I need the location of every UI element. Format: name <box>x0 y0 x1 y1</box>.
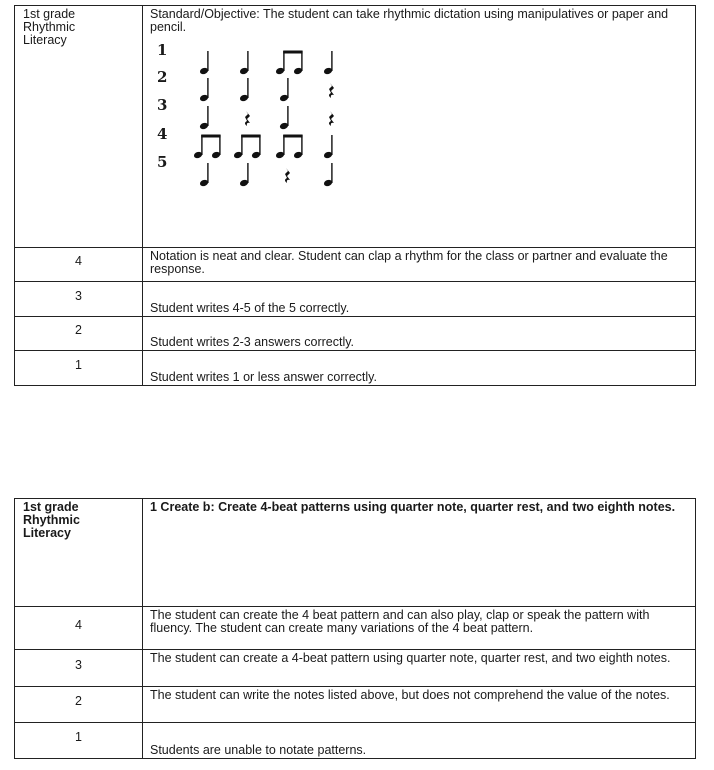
rhythm-number: 3 <box>157 96 168 114</box>
criteria-cell: Student writes 2-3 answers correctly. <box>143 317 696 351</box>
score-cell <box>15 650 143 687</box>
category-line: Rhythmic <box>23 20 76 34</box>
category-line: Rhythmic <box>23 513 80 527</box>
rhythm-pattern-3 <box>150 96 350 127</box>
quarter-icon <box>238 160 278 188</box>
category-line: Literacy <box>23 33 67 47</box>
criteria-cell: The student can create a 4-beat pattern using quarter note, quarter rest, and two eighth notes. <box>143 650 696 687</box>
objective-cell <box>143 6 696 248</box>
score-cell <box>15 317 143 351</box>
score-value: 1 <box>75 730 82 744</box>
criteria-cell: Student writes 4-5 of the 5 correctly. <box>143 282 696 317</box>
rhythm-number: 5 <box>157 153 168 171</box>
score-value: 1 <box>75 357 82 372</box>
criteria-cell: The student can write the notes listed above, but does not comprehend the value of the notes. <box>143 687 696 723</box>
score-value: 2 <box>75 323 82 337</box>
objective-text: Standard/Objective: The student can take rhythmic dictation using manipulatives or paper and pencil. <box>150 7 669 34</box>
score-cell <box>15 248 143 282</box>
rhythm-pattern-4 <box>150 125 350 156</box>
category-line: Literacy <box>23 526 71 540</box>
score-value: 3 <box>75 657 82 672</box>
score-value: 2 <box>75 694 82 708</box>
rhythm-pattern-1 <box>150 41 350 72</box>
score-cell <box>15 607 143 650</box>
rhythm-number: 4 <box>157 125 168 143</box>
rubric-table-create-patterns <box>14 498 696 759</box>
criteria-cell: The student can create the 4 beat pattern and can also play, clap or speak the pattern with fluency. The student can create many variations of the 4 beat pattern. <box>143 607 696 650</box>
score-cell <box>15 351 143 386</box>
quarter-icon <box>198 103 238 131</box>
rhythm-number: 2 <box>157 68 168 86</box>
rubric-table-rhythmic-dictation <box>14 5 696 386</box>
objective-cell: 1 Create b: Create 4-beat patterns using quarter note, quarter rest, and two eighth notes. <box>143 499 696 607</box>
score-value: 4 <box>75 617 82 632</box>
rhythm-pattern-5 <box>150 153 350 184</box>
score-cell <box>15 687 143 723</box>
category-cell <box>15 6 143 248</box>
quarter-rest-icon <box>322 103 362 131</box>
category-line: 1st grade <box>23 7 76 21</box>
category-line: 1st grade <box>23 500 79 514</box>
quarter-icon <box>322 160 362 188</box>
quarter-rest-icon <box>238 103 278 131</box>
criteria-cell: Notation is neat and clear. Student can clap a rhythm for the class or partner and evaluate the response. <box>143 248 696 282</box>
quarter-icon <box>278 103 318 131</box>
rhythm-dictation-examples <box>150 34 695 224</box>
score-value: 3 <box>75 288 82 303</box>
category-cell <box>15 499 143 607</box>
criteria-cell: Students are unable to notate patterns. <box>143 723 696 759</box>
score-cell <box>15 723 143 759</box>
quarter-rest-icon <box>278 160 318 188</box>
quarter-icon <box>198 160 238 188</box>
criteria-cell: Student writes 1 or less answer correctly. <box>143 351 696 386</box>
rhythm-number: 1 <box>157 41 168 59</box>
score-value: 4 <box>75 254 82 268</box>
score-cell <box>15 282 143 317</box>
rhythm-pattern-2 <box>150 68 350 99</box>
